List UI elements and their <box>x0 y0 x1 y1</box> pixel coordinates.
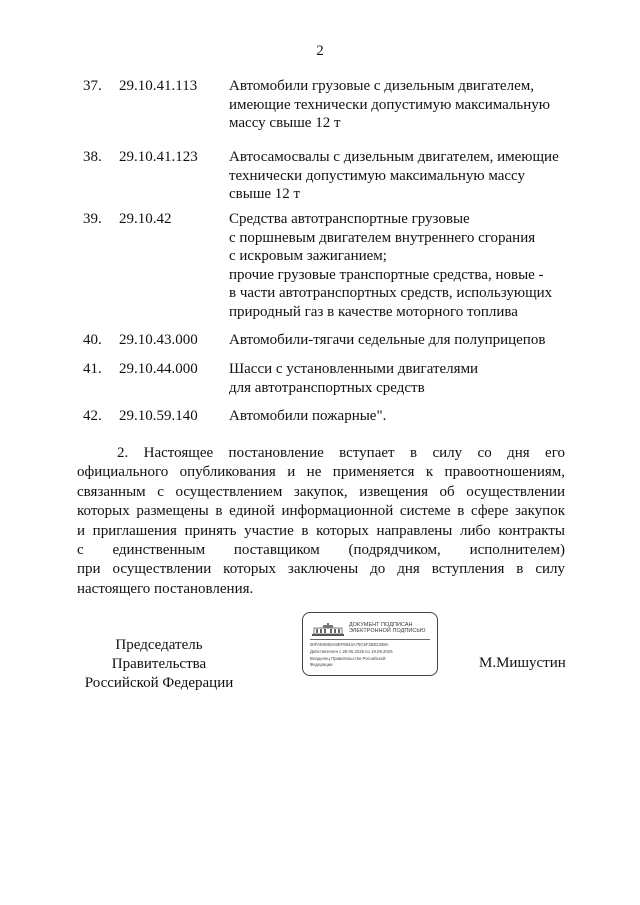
paragraph-line: официального опубликования и не применяется к правоотношениям, <box>77 464 565 481</box>
item-code: 29.10.44.000 <box>119 361 198 377</box>
description-line: в части автотранспортных средств, использующих <box>229 285 553 301</box>
description-line: Автомобили пожарные". <box>229 408 387 424</box>
description-line: с искровым зажиганием; <box>229 248 387 264</box>
paragraph-line: при осуществлении которых заключены до дня вступления в силу <box>77 561 565 578</box>
signatory-title <box>79 636 239 693</box>
government-building-icon <box>311 623 345 637</box>
item-description <box>229 148 569 204</box>
paragraph-line: и приглашения принять участие в которых направлены либо контракты <box>77 522 565 539</box>
electronic-signature-stamp <box>302 612 438 676</box>
stamp-title-line: ЭЛЕКТРОННОЙ ПОДПИСЬЮ <box>349 628 426 635</box>
stamp-divider <box>310 639 430 640</box>
item-code: 29.10.41.123 <box>119 149 198 165</box>
certificate-serial: 00FAE6950A8EF8943A79C5F2B02398A <box>310 642 389 647</box>
stamp-title-line: ДОКУМЕНТ ПОДПИСАН <box>349 622 413 628</box>
description-line: с поршневым двигателем внутреннего сгорания <box>229 229 536 246</box>
item-number: 38. <box>83 149 102 165</box>
signatory-title-line: Российской Федерации <box>84 675 234 691</box>
description-line: технически допустимую максимальную массу <box>229 167 526 184</box>
description-line: массу свыше 12 т <box>229 115 341 131</box>
description-line: свыше 12 т <box>229 186 301 202</box>
description-line: для автотранспортных средств <box>229 379 425 396</box>
description-line: прочие грузовые транспортные средства, новые - <box>229 266 544 283</box>
paragraph-line: 2. Настоящее постановление вступает в силу со дня его <box>117 445 565 461</box>
item-description <box>229 77 569 133</box>
paragraph-line: настоящего постановления. <box>77 580 254 597</box>
signatory-name: М.Мишустин <box>479 655 566 671</box>
description-line: природный газ в качестве моторного топлива <box>229 303 518 320</box>
item-number: 37. <box>83 78 102 94</box>
item-number: 42. <box>83 408 102 424</box>
item-description <box>229 210 569 321</box>
stamp-title <box>349 622 435 635</box>
description-line: Шасси с установленными двигателями <box>229 361 479 377</box>
certificate-owner: Владелец Правительство Российской <box>310 656 386 661</box>
item-description <box>229 360 569 397</box>
description-line: Автосамосвалы с дизельным двигателем, имеющие <box>229 149 559 165</box>
description-line: Автомобили-тягачи седельные для полуприцепов <box>229 332 546 348</box>
effective-date-paragraph <box>77 444 565 599</box>
paragraph-line: которых размещены в единой информационной системе в сфере закупок <box>77 503 565 520</box>
certificate-owner: Федерации <box>310 662 333 667</box>
item-number: 40. <box>83 332 102 348</box>
item-description <box>229 331 569 350</box>
paragraph-line: с единственным поставщиком (подрядчиком, исполнителем) <box>77 541 565 558</box>
certificate-validity: Действителен с 29.06.2025 по 19.09.2026 <box>310 649 393 654</box>
signatory-title-line: Председатель Правительства <box>111 637 207 672</box>
item-code: 29.10.42 <box>119 211 172 227</box>
item-description <box>229 407 569 426</box>
paragraph-line: связанным с осуществлением закупок, извещения об осуществлении <box>77 483 565 500</box>
item-number: 39. <box>83 211 102 227</box>
description-line: Средства автотранспортные грузовые <box>229 211 470 227</box>
item-code: 29.10.43.000 <box>119 332 198 348</box>
item-code: 29.10.41.113 <box>119 78 198 94</box>
page-number: 2 <box>316 43 324 59</box>
item-number: 41. <box>83 361 102 377</box>
item-code: 29.10.59.140 <box>119 408 198 424</box>
description-line: имеющие технически допустимую максимальную <box>229 96 550 113</box>
description-line: Автомобили грузовые с дизельным двигателем, <box>229 78 534 94</box>
